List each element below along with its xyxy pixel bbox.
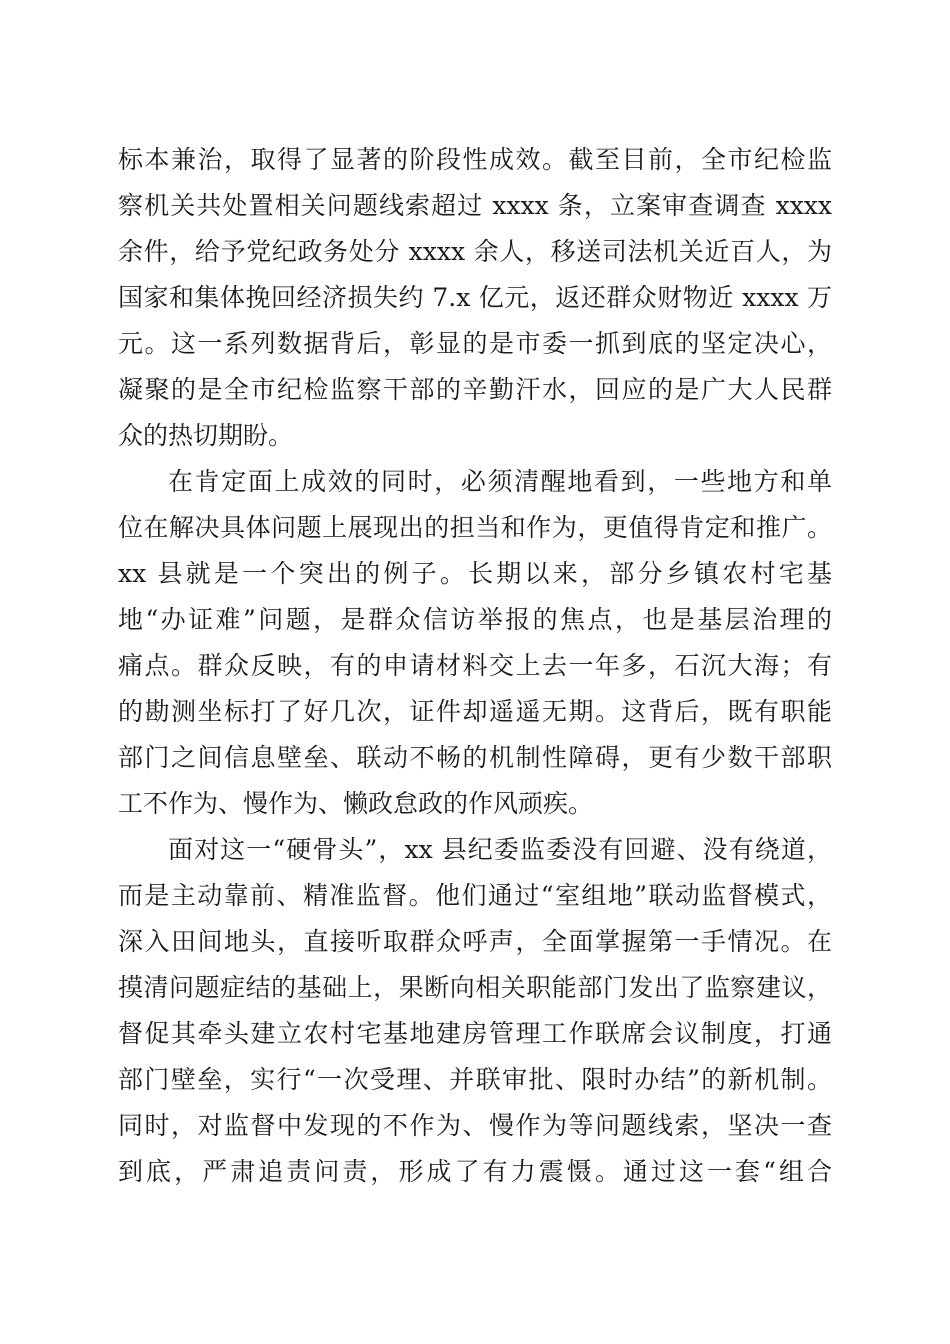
paragraph-2-line-6: 的勘测坐标打了好几次，证件却遥遥无期。这背后，既有职能 bbox=[118, 697, 832, 726]
paragraph-2-line-2: 位在解决具体问题上展现出的担当和作为，更值得肯定和推广。 bbox=[118, 513, 832, 542]
paragraph-3-line-3: 深入田间地头，直接听取群众呼声，全面掌握第一手情况。在 bbox=[118, 927, 832, 956]
paragraph-2-line-7: 部门之间信息壁垒、联动不畅的机制性障碍，更有少数干部职 bbox=[118, 743, 832, 772]
paragraph-3-line-8: 到底，严肃追责问责，形成了有力震慑。通过这一套“组合 bbox=[118, 1157, 832, 1186]
paragraph-1-line-5: 元。这一系列数据背后，彰显的是市委一抓到底的坚定决心， bbox=[118, 329, 832, 358]
paragraph-1-line-2: 察机关共处置相关问题线索超过 xxxx 条，立案审查调查 xxxx bbox=[118, 191, 832, 220]
paragraph-2-line-4: 地“办证难”问题，是群众信访举报的焦点，也是基层治理的 bbox=[118, 605, 832, 634]
paragraph-2-line-1: 在肯定面上成效的同时，必须清醒地看到，一些地方和单 bbox=[168, 467, 832, 496]
paragraph-3-line-7: 同时，对监督中发现的不作为、慢作为等问题线索，坚决一查 bbox=[118, 1111, 832, 1140]
paragraph-1-line-6: 凝聚的是全市纪检监察干部的辛勤汗水，回应的是广大人民群 bbox=[118, 375, 832, 404]
paragraph-1-line-3: 余件，给予党纪政务处分 xxxx 余人，移送司法机关近百人，为 bbox=[118, 237, 832, 266]
paragraph-1-line-7: 众的热切期盼。 bbox=[118, 421, 294, 450]
paragraph-3-line-2: 而是主动靠前、精准监督。他们通过“室组地”联动监督模式， bbox=[118, 881, 832, 910]
paragraph-2-line-8: 工不作为、慢作为、懒政怠政的作风顽疾。 bbox=[118, 789, 594, 818]
paragraph-3-line-1: 面对这一“硬骨头”，xx 县纪委监委没有回避、没有绕道， bbox=[168, 835, 832, 864]
paragraph-1-line-4: 国家和集体挽回经济损失约 7.x 亿元，返还群众财物近 xxxx 万 bbox=[118, 283, 832, 312]
paragraph-1-line-1: 标本兼治，取得了显著的阶段性成效。截至目前，全市纪检监 bbox=[118, 145, 832, 174]
paragraph-2-line-3: xx 县就是一个突出的例子。长期以来，部分乡镇农村宅基 bbox=[118, 559, 832, 588]
paragraph-3-line-5: 督促其牵头建立农村宅基地建房管理工作联席会议制度，打通 bbox=[118, 1019, 832, 1048]
paragraph-3-line-4: 摸清问题症结的基础上，果断向相关职能部门发出了监察建议， bbox=[118, 973, 832, 1002]
paragraph-2-line-5: 痛点。群众反映，有的申请材料交上去一年多，石沉大海；有 bbox=[118, 651, 832, 680]
paragraph-3-line-6: 部门壁垒，实行“一次受理、并联审批、限时办结”的新机制。 bbox=[118, 1065, 832, 1094]
